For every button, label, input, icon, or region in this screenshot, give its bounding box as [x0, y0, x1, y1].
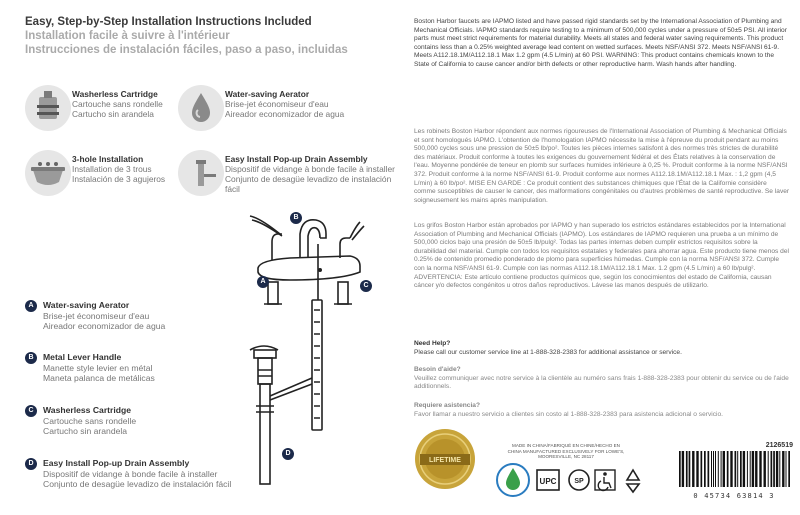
upc-number: 0 45734 63814 3: [693, 492, 775, 500]
drain-icon: [178, 150, 224, 196]
help-en: [414, 340, 790, 357]
legend-label-fr: Manette style levier en métal: [43, 362, 153, 373]
barcode-icon: [675, 451, 793, 487]
help-answer-fr: Veuillez communiquer avec notre service à la clientèle au numéro sans frais 1-888-328-2383 pour obtenir du service ou de l'aide additionnels.: [414, 374, 789, 391]
watersense-icon: [497, 464, 529, 496]
help-es: [414, 402, 790, 419]
csa-icon: [569, 470, 589, 490]
callout-b: B: [290, 212, 302, 224]
legend-label-en: Metal Lever Handle: [43, 352, 122, 362]
feature-label-es: Cartucho sin arandela: [72, 109, 154, 119]
feature-label-fr: Brise-jet économiseur d'eau: [225, 99, 329, 109]
cupc-icon: [537, 470, 559, 490]
heading-fr: Installation facile à suivre à l'intérieur: [25, 30, 230, 42]
sink-icon: [25, 150, 71, 196]
compliance-text-es: Los grifos Boston Harbor están aprobados por IAPMO y han superado los estrictos estándares establecidos por la International Association of Plumbing and Mechanical Officials (IAPMO). Los estándares de IAPMO requieren una prueba a un mínimo de 500,000 ciclos bajo una presión de 50±5 lb/pulg². Todas las partes internas deben cumplir estrictos requisitos sobre la durabilidad del material. Cumple con todos los requisitos estatales y federales para ahorrar agua. Este producto tiene menos del 0.25% de contenido promedio ponderado de plomo para superficies húmedas. Cumple con la norma NSF/ANSI 372. Cumple con la norma NSF/ANSI 61-9. Cumple con las normas A112.18.1M/A112.18.1 Max. 1.2 gpm (4.5 L/min) a 60 lb/pulg². ADVERTENCIA: Este artículo contiene productos químicos que, según los conocimientos del estado de California, causan cáncer y/o defectos congénitos u otros daños reproductivos. Lávese las manos después de utilizarlo.: [414, 222, 789, 290]
upc-barcode: [675, 442, 793, 500]
cartridge-icon: [25, 85, 71, 131]
heading-es: Instrucciones de instalación fáciles, paso a paso, incluidas: [25, 44, 348, 56]
ada-accessible-icon: [595, 470, 615, 490]
legend-badge: A: [25, 300, 37, 312]
water-drop-icon: [178, 85, 224, 131]
seal-icon: [414, 428, 476, 490]
heading-en: Easy, Step-by-Step Installation Instructions Included: [25, 16, 312, 28]
certification-icons: [493, 458, 668, 507]
help-answer-en: Please call our customer service line at 1-888-328-2383 for additional assistance or service.: [414, 348, 682, 356]
legend-label-es: Conjunto de desagüe levadizo de instalación fácil: [43, 479, 232, 489]
feature-label-es: Instalación de 3 agujeros: [72, 174, 166, 184]
svg-text:SP: SP: [574, 478, 584, 485]
legend-label-en: Washerless Cartridge: [43, 405, 132, 415]
help-question-fr: Besoin d'aide?: [414, 366, 461, 373]
feature-water-saving-aerator: [178, 85, 368, 135]
help-fr: [414, 366, 790, 392]
seal-text: LIFETIME: [429, 457, 461, 464]
compliance-text-fr: Les robinets Boston Harbor répondent aux normes rigoureuses de l'International Association of Plumbing & Mechanical Officials et sont homologués IAPMO. L'obtention de l'homologation IAPMO nécessite la mise à l'épreuve du produit pendant au moins 500,000 cycles sous une pression de 50±5 lb/po². Toutes les pièces internes satisfont à des normes très strictes de durabilité des matériaux. Produit conforme à toutes les exigences du gouvernement fédéral et des États relatives à la conservation de l'eau. Moyenne pondérée de teneur en plomb sur surfaces humides inférieure à 0,25 %. Produit conforme à la norme NSF/ANSI 372. Produit conforme à la norme NSF/ANSI 61-9. Produit conforme aux normes A112.18.1M/A112.18.1 Max. : 1,2 gpm (4,5 L/min) à 60 lb/po². MISE EN GARDE : Ce produit contient des substances chimiques que l'État de la Californie considère comme susceptibles de causer le cancer, des malformations congénitales ou d'autres problèmes de santé reproductive. Se laver soigneusement les mains après manipulation.: [414, 128, 790, 204]
legend-label-fr: Cartouche sans rondelle: [43, 415, 137, 426]
feature-label-es: Conjunto de desagüe levadizo de instalación fácil: [225, 174, 392, 194]
callout-a: A: [257, 276, 269, 288]
help-question-en: Need Help?: [414, 340, 451, 347]
callout-d: D: [282, 448, 294, 460]
legend-badge: C: [25, 405, 37, 417]
legend-label-es: Cartucho sin arandela: [43, 426, 128, 436]
compliance-text-en: Boston Harbor faucets are IAPMO listed and have passed rigid standards set by the International Association of Plumbing and Mechanical Officials. IAPMO standards require testing to a minimum of 500,000 cycles under a pressure of 50±5 PSI. All interior parts must meet strict requirements for material durability. Meets all states and federal water saving requirements. This product contains less than a 0.25% weighted average lead content on wetted surfaces. Meets NSF/ANSI 372. Meets NSF/ANSI 61-9. Meets A112.18.1M/A112.18.1 Max 1.2 gpm (4.5 L/min) at 60 PSI. WARNING: This product contains chemicals known to the State of California to cause cancer and/or birth defects or other reproductive harm. Wash hands after handling.: [414, 18, 787, 68]
feature-label-es: Aireador economizador de agua: [225, 109, 345, 119]
legend-badge: B: [25, 352, 37, 364]
feature-label-fr: Cartouche sans rondelle: [72, 99, 163, 109]
legend-label-es: Aireador economizador de agua: [43, 321, 166, 331]
help-answer-es: Favor llamar a nuestro servicio a clientes sin costo al 1-888-328-2383 para asistencia adicional o servicio.: [414, 410, 723, 418]
legend-badge: D: [25, 458, 37, 470]
recycle-icon: [627, 470, 639, 492]
feature-label-fr: Dispositif de vidange à bonde facile à installer: [225, 164, 395, 174]
feature-label-en: Water-saving Aerator: [225, 89, 310, 99]
installation-heading: [25, 15, 395, 57]
sku-number: 2126519: [765, 442, 793, 449]
feature-label-en: 3-hole Installation: [72, 154, 144, 164]
callout-c: C: [360, 280, 372, 292]
manufacturer-note: MADE IN CHINA/FABRIQUÉ EN CHINE/HECHO EN CHINA MANUFACTURED EXCLUSIVELY FOR LOWE'S, MOORESVILLE, NC 28117: [507, 443, 625, 460]
legend-label-en: Water-saving Aerator: [43, 300, 130, 310]
feature-label-fr: Installation de 3 trous: [72, 164, 152, 174]
feature-label-en: Washerless Cartridge: [72, 89, 158, 99]
legend-label-fr: Dispositif de vidange à bonde facile à installer: [43, 468, 218, 479]
help-question-es: Requiere asistencia?: [414, 402, 480, 409]
lifetime-warranty-seal: [414, 428, 476, 490]
legend-label-en: Easy Install Pop-up Drain Assembly: [43, 458, 190, 468]
feature-pop-up-drain: [178, 150, 398, 200]
legend-label-es: Maneta palanca de metálicas: [43, 373, 155, 383]
feature-label-en: Easy Install Pop-up Drain Assembly: [225, 154, 368, 164]
legend-label-fr: Brise-jet économiseur d'eau: [43, 310, 150, 321]
svg-text:UPC: UPC: [539, 477, 557, 486]
